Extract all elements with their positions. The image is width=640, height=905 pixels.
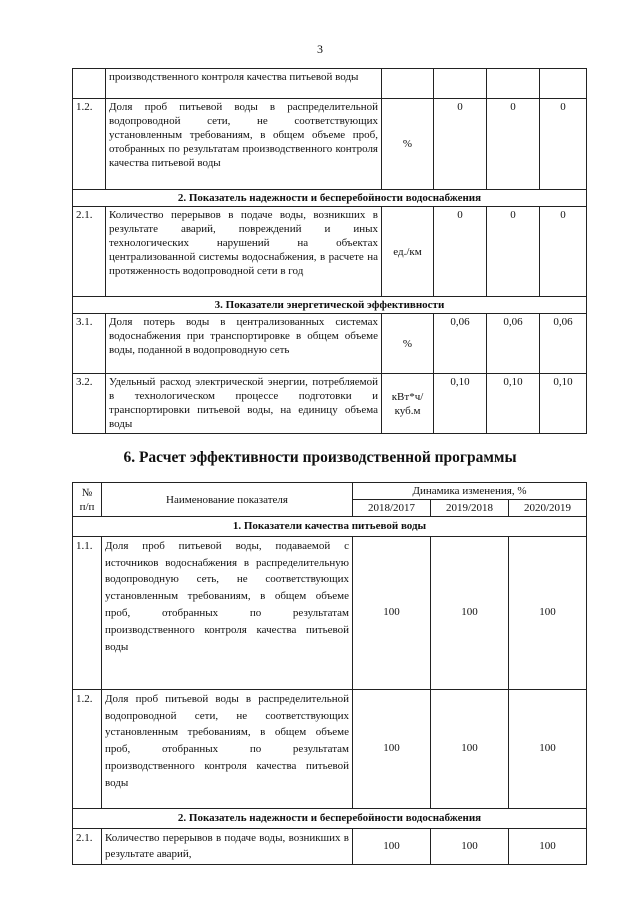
indicator-name: Удельный расход электрической энергии, потребляемой в технологическом процессе подготовки и транспортировки питьевой воды, на единицу объема воды [106,374,382,434]
section-title: 2. Показатель надежности и бесперебойности водоснабжения [73,808,587,828]
unit-cell: кВт*ч/ куб.м [382,374,434,434]
table-row [73,828,587,865]
header-dynamics: Динамика изменения, % [353,483,587,500]
section-title: 2. Показатель надежности и бесперебойности водоснабжения [73,190,587,207]
unit-cell: % [382,314,434,374]
section-row [73,808,587,828]
value-cell: 0 [540,99,587,190]
efficiency-table [72,482,587,865]
value-cell: 0,06 [487,314,540,374]
section-title: 3. Показатели энергетической эффективности [73,297,587,314]
section-title: 1. Показатели качества питьевой воды [73,517,587,537]
unit-cell [382,69,434,99]
value-cell [540,69,587,99]
header-year: 2020/2019 [509,500,587,517]
row-number: 2.1. [73,207,106,297]
indicator-name: Доля проб питьевой воды в распределительной водопроводной сети, не соответствующих установленным требованиям, в общем объеме проб, отобранных по результатам производственного контроля качества питьевой воды [102,689,353,808]
value-cell: 0,06 [540,314,587,374]
value-cell: 0 [434,99,487,190]
value-cell: 100 [509,828,587,865]
section-heading: 6. Расчет эффективности производственной программы [123,449,517,466]
value-cell [487,69,540,99]
header-year: 2018/2017 [353,500,431,517]
table-row [73,374,587,434]
unit-cell: % [382,99,434,190]
value-cell: 100 [431,689,509,808]
indicator-name: Количество перерывов в подаче воды, возникших в результате аварий, [102,828,353,865]
section-row [73,517,587,537]
indicator-name: Доля проб питьевой воды, подаваемой с источников водоснабжения в распределительную водопроводную сеть, не соответствующих установленным требованиям, в общем объеме проб, отобранных по результатам производственного контроля качества питьевой воды [102,536,353,689]
value-cell: 0 [434,207,487,297]
unit-cell: ед./км [382,207,434,297]
header-year: 2019/2018 [431,500,509,517]
value-cell: 100 [353,689,431,808]
table-row [73,689,587,808]
row-number: 1.1. [73,536,102,689]
indicator-name: Доля проб питьевой воды в распределительной водопроводной сети, не соответствующих установленным требованиям, в общем объеме проб, отобранных по результатам производственного контроля качества питьевой воды [106,99,382,190]
value-cell: 100 [353,828,431,865]
row-number: 1.2. [73,689,102,808]
value-cell: 0 [540,207,587,297]
header-num-top: № [81,486,93,499]
value-cell: 100 [353,536,431,689]
value-cell: 100 [431,828,509,865]
value-cell: 0,10 [540,374,587,434]
row-number: 1.2. [73,99,106,190]
indicator-name: производственного контроля качества питьевой воды [106,69,382,99]
row-number: 3.1. [73,314,106,374]
page-number: 3 [317,42,323,56]
section-row [73,190,587,207]
header-num [73,483,102,517]
table-row [73,536,587,689]
table-header-row [73,483,587,500]
row-number: 2.1. [73,828,102,865]
value-cell [434,69,487,99]
value-cell: 100 [431,536,509,689]
table-row [73,314,587,374]
row-number [73,69,106,99]
table-row [73,207,587,297]
header-num-bottom: п/п [79,500,95,513]
value-cell: 0 [487,99,540,190]
value-cell: 0 [487,207,540,297]
row-number: 3.2. [73,374,106,434]
indicator-name: Доля потерь воды в централизованных системах водоснабжения при транспортировке в общем объеме воды, поданной в водопроводную сеть [106,314,382,374]
table-row [73,69,587,99]
section-row [73,297,587,314]
value-cell: 0,10 [434,374,487,434]
table-row [73,99,587,190]
header-name: Наименование показателя [102,483,353,517]
indicators-table [72,68,587,434]
indicator-name: Количество перерывов в подаче воды, возникших в результате аварий, повреждений и иных технологических нарушений на объектах централизованной системы водоснабжения, в расчете на протяженность водопроводной сети в год [106,207,382,297]
value-cell: 0,10 [487,374,540,434]
value-cell: 0,06 [434,314,487,374]
value-cell: 100 [509,536,587,689]
value-cell: 100 [509,689,587,808]
